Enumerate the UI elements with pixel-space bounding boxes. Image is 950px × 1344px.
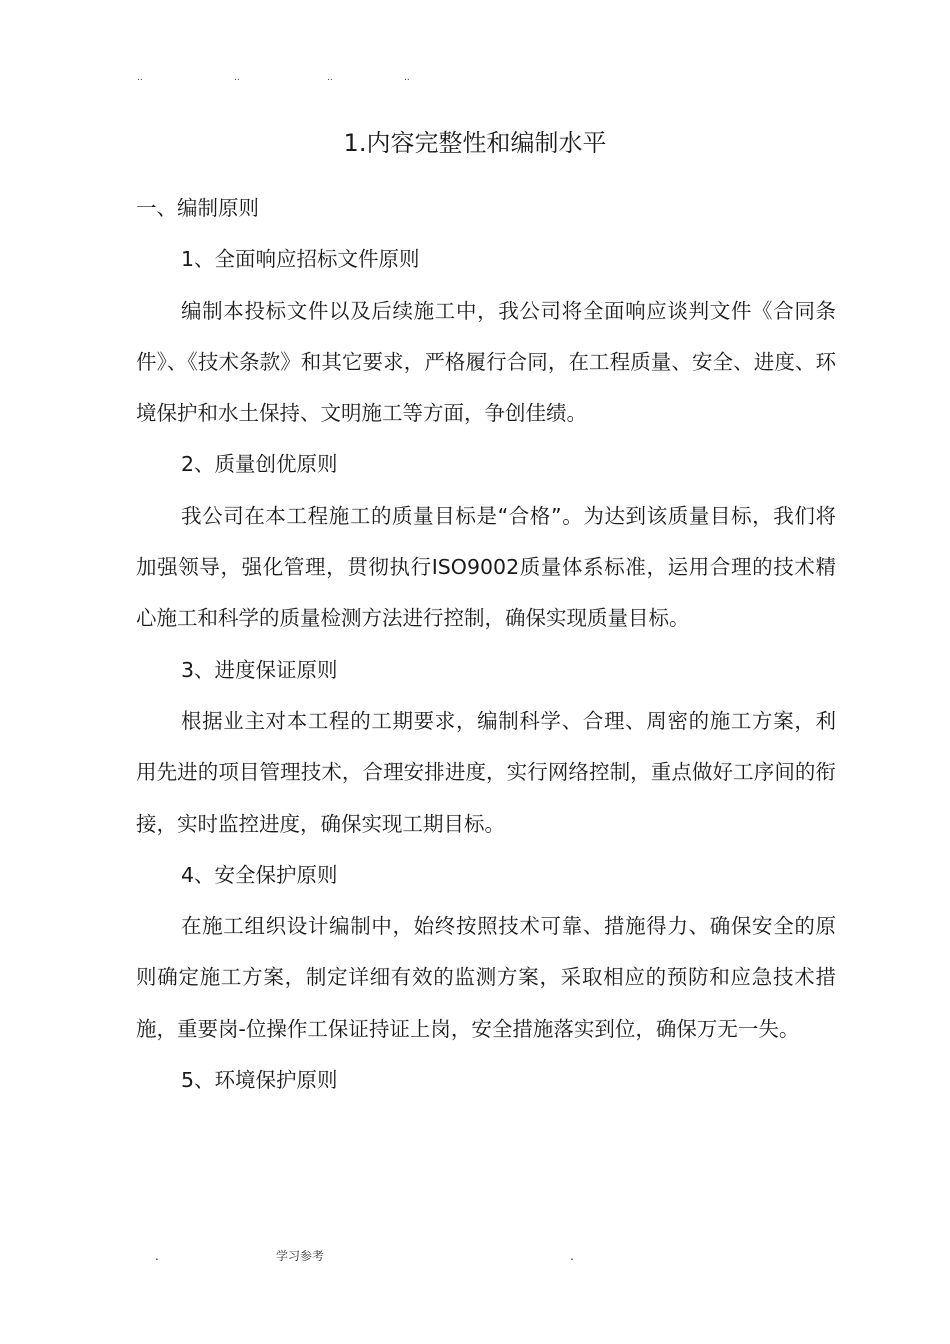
header-dot-1: .. xyxy=(137,73,143,83)
subsection-text-3: 根据业主对本工程的工期要求，编制科学、合理、周密的施工方案，利用先进的项目管理技术，合理安排进度，实行网络控制，重点做好工序间的衔接，实时监控进度，确保实现工期目标。 xyxy=(136,708,836,836)
header-dot-3: .. xyxy=(327,73,333,83)
page-header xyxy=(0,72,950,88)
section-heading: 一、编制原则 xyxy=(136,196,259,220)
footer-dot-right: . xyxy=(570,1249,574,1263)
subsection-title-5: 5、环境保护原则 xyxy=(181,1068,338,1093)
header-dot-4: .. xyxy=(404,73,410,83)
page-footer xyxy=(0,1246,950,1266)
footer-dot-left: . xyxy=(155,1249,159,1263)
subsection-text-2: 我公司在本工程施工的质量目标是“合格”。为达到该质量目标，我们将加强领导，强化管理，贯彻执行ISO9002质量体系标准，运用合理的技术精心施工和科学的质量检测方法进行控制，确保实现质量目标。 xyxy=(136,503,836,631)
subsection-text-4: 在施工组织设计编制中，始终按照技术可靠、措施得力、确保安全的原则确定施工方案，制定详细有效的监测方案，采取相应的预防和应急技术措施，重要岗-位操作工保证持证上岗，安全措施落实到位，确保万无一失。 xyxy=(136,914,836,1041)
subsection-title-2: 2、质量创优原则 xyxy=(181,452,338,477)
subsection-title-4: 4、安全保护原则 xyxy=(181,862,338,887)
footer-label: 学习参考 xyxy=(276,1249,325,1263)
subsection-title-1: 1、全面响应招标文件原则 xyxy=(181,247,420,272)
document-body xyxy=(136,183,836,1106)
subsection-text-1: 编制本投标文件以及后续施工中，我公司将全面响应谈判文件《合同条件》、《技术条款》和其它要求，严格履行合同，在工程质量、安全、进度、环境保护和水土保持、文明施工等方面，争创佳绩。 xyxy=(136,298,836,426)
subsection-title-3: 3、进度保证原则 xyxy=(181,657,338,682)
page-title: 1.内容完整性和编制水平 xyxy=(343,129,607,157)
header-dot-2: .. xyxy=(234,73,240,83)
